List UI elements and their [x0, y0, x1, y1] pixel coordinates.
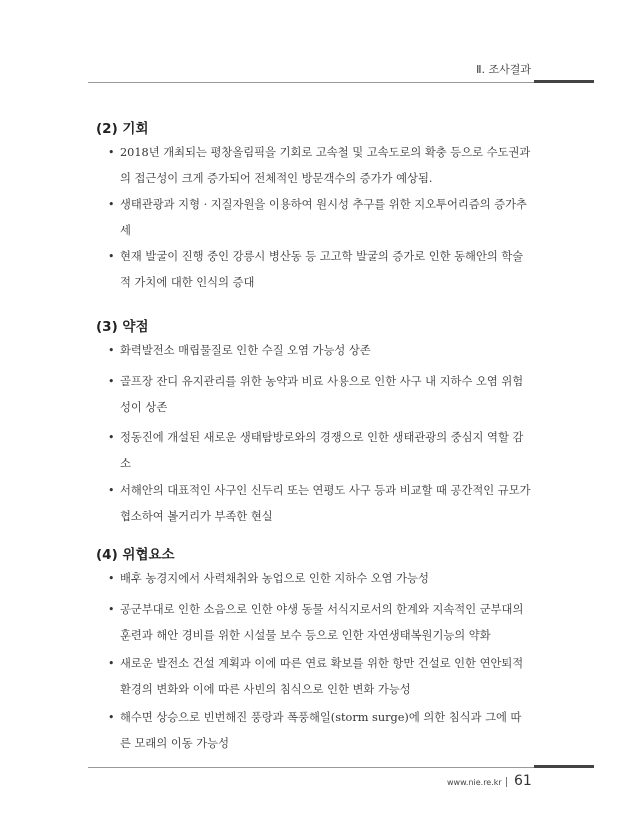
- footer-separator: [506, 777, 507, 787]
- bullet-item: [108, 651, 532, 703]
- bullet-dot: •: [108, 657, 115, 670]
- footer-url: www.nie.re.kr: [447, 778, 502, 787]
- bullet-dot: •: [108, 711, 115, 724]
- header-rule-accent: [534, 80, 594, 83]
- section-title-threats: (4) 위협요소: [96, 547, 175, 563]
- chapter-header: Ⅱ. 조사결과: [476, 63, 531, 76]
- bullet-item: [108, 478, 532, 530]
- bullet-text: 서해안의 대표적인 사구인 신두리 또는 연평도 사구 등과 비교할 때 공간적인 규모가 협소하여 볼거리가 부족한 현실: [120, 484, 531, 523]
- bullet-text: 새로운 발전소 건설 계획과 이에 따른 연료 확보를 위한 항만 건설로 인한 연안퇴적환경의 변화와 이에 따른 사빈의 침식으로 인한 변화 가능성: [120, 657, 524, 696]
- bullet-text: 화력발전소 매립물질로 인한 수질 오염 가능성 상존: [120, 344, 371, 357]
- bullet-item: [108, 244, 532, 296]
- bullet-text: 골프장 잔디 유지관리를 위한 농약과 비료 사용으로 인한 사구 내 지하수 오염 위험성이 상존: [120, 375, 524, 414]
- bullet-item: [108, 425, 532, 477]
- bullet-text: 현재 발굴이 진행 중인 강릉시 병산동 등 고고학 발굴의 증가로 인한 동해안의 학술적 가치에 대한 인식의 증대: [120, 250, 524, 289]
- bullet-dot: •: [108, 250, 115, 263]
- bullet-text: 해수면 상승으로 빈번해진 풍랑과 폭풍해일(storm surge)에 의한 침식과 그에 따른 모래의 이동 가능성: [120, 711, 522, 750]
- bullet-dot: •: [108, 484, 115, 497]
- bullet-text: 2018년 개최되는 평창올림픽을 기회로 고속철 및 고속도로의 확충 등으로 수도권과의 접근성이 크게 증가되어 전체적인 방문객수의 증가가 예상됨.: [120, 146, 531, 185]
- footer-rule-accent: [534, 765, 594, 768]
- bullet-dot: •: [108, 198, 115, 211]
- section-title-weakness: (3) 약점: [96, 319, 149, 335]
- bullet-item: [108, 140, 532, 192]
- bullet-item: [108, 566, 532, 592]
- section-title-opportunity: (2) 기회: [96, 121, 149, 137]
- bullet-item: [108, 705, 532, 757]
- page-number: 61: [514, 773, 532, 789]
- footer-rule: [88, 767, 534, 768]
- bullet-item: [108, 369, 532, 421]
- bullet-dot: •: [108, 572, 115, 585]
- bullet-dot: •: [108, 375, 115, 388]
- bullet-dot: •: [108, 431, 115, 444]
- bullet-item: [108, 192, 532, 244]
- bullet-item: [108, 597, 532, 649]
- bullet-dot: •: [108, 146, 115, 159]
- header-rule: [88, 82, 534, 83]
- bullet-dot: •: [108, 344, 115, 357]
- bullet-text: 정동진에 개설된 새로운 생태탐방로와의 경쟁으로 인한 생태관광의 중심지 역할 감소: [120, 431, 524, 470]
- bullet-text: 생태관광과 지형 · 지질자원을 이용하여 원시성 추구를 위한 지오투어리즘의 증가추세: [120, 198, 527, 237]
- bullet-text: 공군부대로 인한 소음으로 인한 야생 동물 서식지로서의 한계와 지속적인 군부대의 훈련과 해안 경비를 위한 시설물 보수 등으로 인한 자연생태복원기능의 약화: [120, 603, 524, 642]
- bullet-text: 배후 농경지에서 사력채취와 농업으로 인한 지하수 오염 가능성: [120, 572, 429, 585]
- bullet-item: [108, 338, 532, 364]
- bullet-dot: •: [108, 603, 115, 616]
